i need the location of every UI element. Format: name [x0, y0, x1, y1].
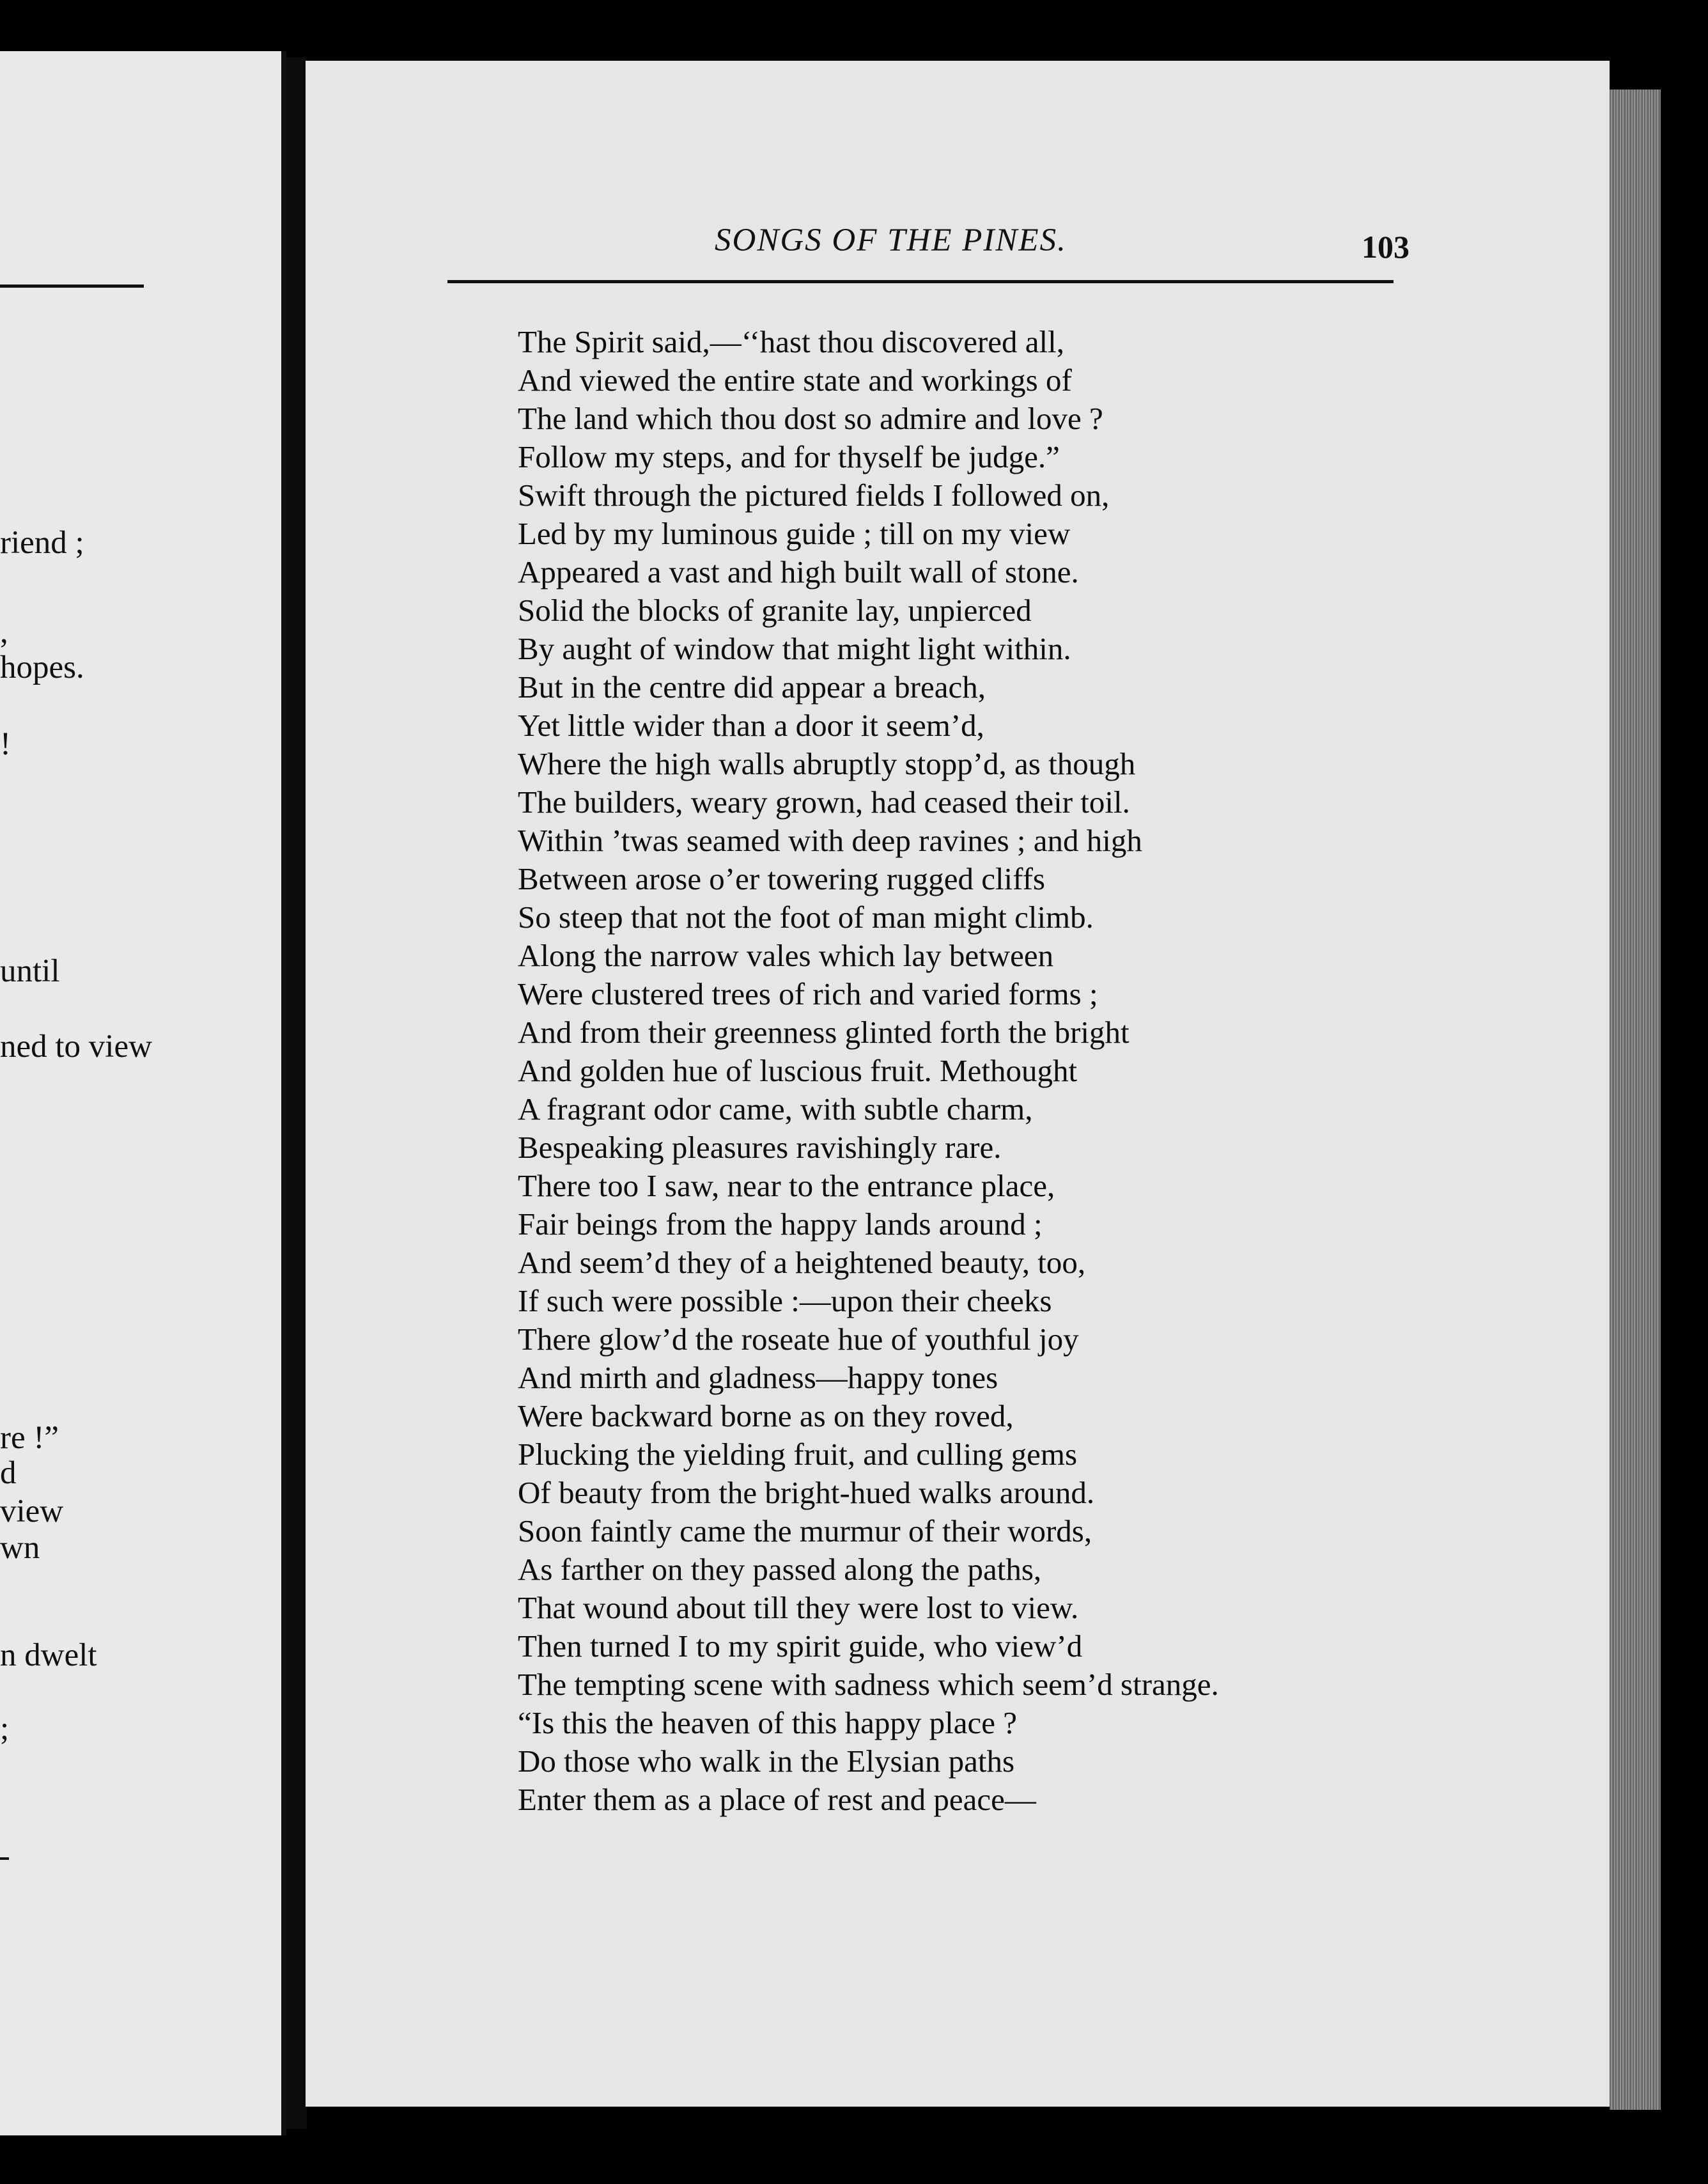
poem-line: Solid the blocks of granite lay, unpierced [518, 593, 1032, 628]
left-page-mark [0, 1857, 9, 1860]
left-page-fragment: hopes. [0, 650, 84, 685]
left-page-fragment: n dwelt [0, 1637, 97, 1673]
left-page-fragment: until [0, 953, 60, 989]
poem-line: Follow my steps, and for thyself be judge.” [518, 439, 1060, 474]
poem-line: Were clustered trees of rich and varied forms ; [518, 976, 1098, 1011]
left-page-fragment: ; [0, 1711, 10, 1747]
poem-line: Led by my luminous guide ; till on my view [518, 516, 1071, 551]
poem-line: And mirth and gladness—happy tones [518, 1360, 998, 1395]
left-page-fragment: ned to view [0, 1029, 152, 1065]
left-page-fragment: , [0, 614, 8, 650]
poem-line: Were backward borne as on they roved, [518, 1398, 1014, 1433]
poem-line: There glow’d the roseate hue of youthful joy [518, 1322, 1079, 1357]
poem-body [518, 323, 1219, 1819]
poem-line: “Is this the heaven of this happy place ? [518, 1705, 1018, 1740]
left-page-fragment: riend ; [0, 525, 84, 561]
poem-line: A fragrant odor came, with subtle charm, [518, 1091, 1033, 1127]
poem-line: Do those who walk in the Elysian paths [518, 1743, 1015, 1779]
poem-line: By aught of window that might light within. [518, 631, 1071, 666]
left-page-fragment: re !” [0, 1420, 59, 1456]
poem-line: And viewed the entire state and workings of [518, 363, 1072, 398]
poem-line: So steep that not the foot of man might climb. [518, 900, 1094, 935]
page-edge [1610, 90, 1661, 2110]
running-title: SONGS OF THE PINES. [715, 222, 1067, 258]
left-page-fragment: wn [0, 1530, 40, 1566]
left-header-rule [0, 285, 144, 288]
poem-line: Yet little wider than a door it seem’d, [518, 708, 984, 743]
poem-line: The builders, weary grown, had ceased their toil. [518, 784, 1130, 820]
poem-line: And seem’d they of a heightened beauty, too, [518, 1245, 1086, 1280]
poem-line: Where the high walls abruptly stopp’d, as though [518, 746, 1136, 781]
poem-line: That wound about till they were lost to view. [518, 1590, 1079, 1625]
left-page-fragment: d [0, 1455, 17, 1491]
poem-line: The land which thou dost so admire and love ? [518, 401, 1103, 436]
left-page-fragment: ! [0, 726, 11, 762]
poem-line: But in the centre did appear a breach, [518, 669, 986, 705]
poem-line: Of beauty from the bright-hued walks around. [518, 1475, 1095, 1510]
poem-line: Soon faintly came the murmur of their words, [518, 1513, 1092, 1548]
poem-line: Between arose o’er towering rugged cliffs [518, 861, 1045, 896]
poem-line: And from their greenness glinted forth the bright [518, 1015, 1130, 1050]
left-page [0, 51, 286, 2135]
poem-line: Within ’twas seamed with deep ravines ; and high [518, 823, 1142, 858]
poem-line: Enter them as a place of rest and peace— [518, 1782, 1036, 1817]
poem-line: Bespeaking pleasures ravishingly rare. [518, 1130, 1002, 1165]
poem-line: Appeared a vast and high built wall of stone. [518, 554, 1079, 589]
poem-line: Plucking the yielding fruit, and culling gems [518, 1437, 1078, 1472]
book-gutter [286, 58, 307, 2129]
page-number: 103 [1362, 229, 1409, 265]
poem-line: And golden hue of luscious fruit. Methought [518, 1053, 1078, 1088]
poem-line: The Spirit said,—‘‘hast thou discovered all, [518, 324, 1065, 359]
poem-line: As farther on they passed along the paths, [518, 1552, 1042, 1587]
poem-line: The tempting scene with sadness which seem’d strange. [518, 1667, 1219, 1702]
poem-line: If such were possible :—upon their cheeks [518, 1283, 1052, 1318]
left-page-fragment: view [0, 1494, 64, 1529]
poem-line: There too I saw, near to the entrance place, [518, 1168, 1055, 1203]
poem-line: Fair beings from the happy lands around ; [518, 1206, 1043, 1242]
header-rule [447, 280, 1394, 283]
right-page [306, 61, 1610, 2107]
poem-line: Then turned I to my spirit guide, who view’d [518, 1628, 1083, 1664]
poem-line: Swift through the pictured fields I followed on, [518, 478, 1110, 513]
poem-line: Along the narrow vales which lay between [518, 938, 1054, 973]
